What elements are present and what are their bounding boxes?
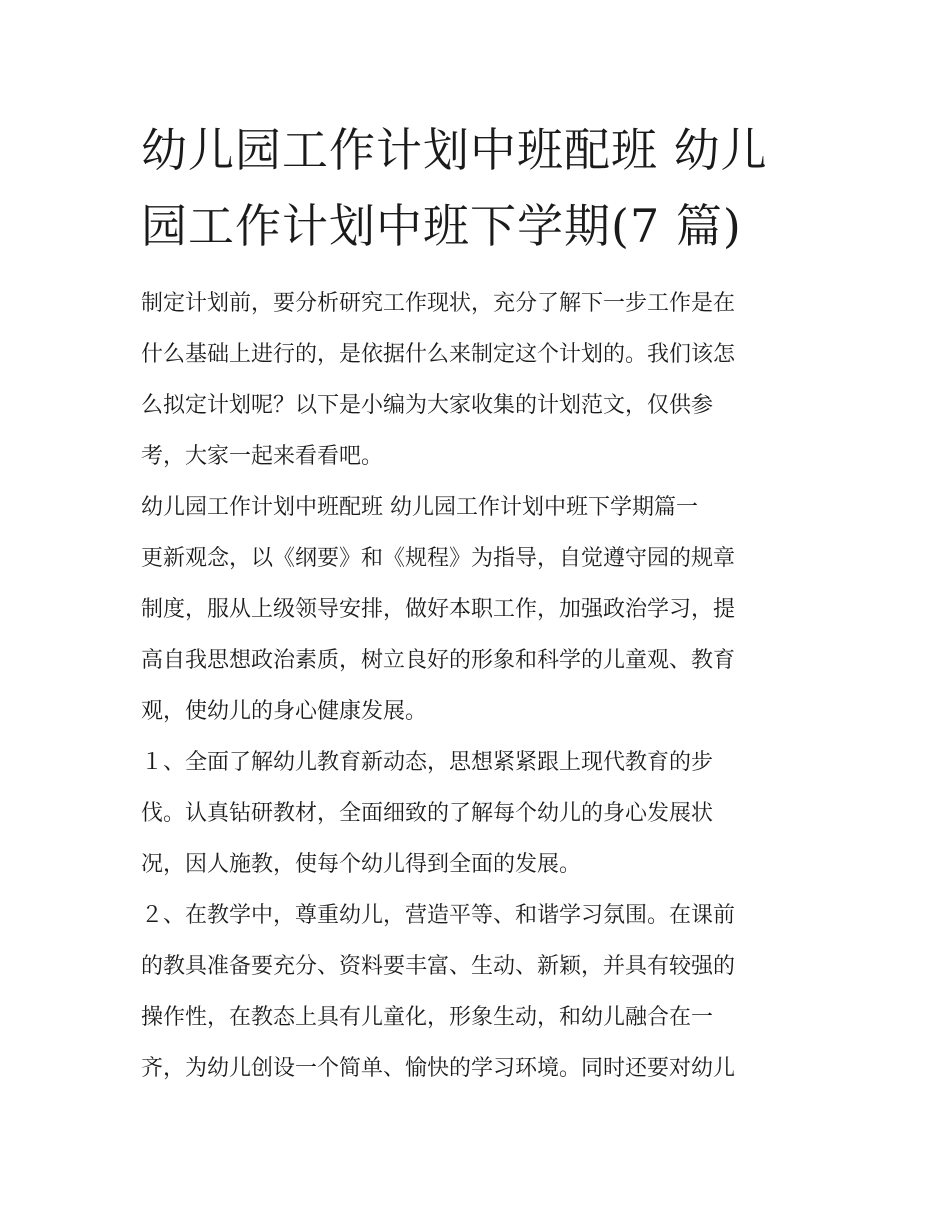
title-line-1: 幼儿园工作计划中班配班 幼儿: [141, 123, 768, 177]
text-line: 制定计划前，要分析研究工作现状，充分了解下一步工作是在: [141, 291, 736, 316]
text-line: 况，因人施教，使每个幼儿得到全面的发展。: [141, 852, 582, 877]
text-line: 观，使幼儿的身心健康发展。: [141, 699, 428, 724]
list-item-1: [141, 737, 813, 890]
text-line: 幼儿园工作计划中班配班 幼儿园工作计划中班下学期篇一: [141, 495, 698, 520]
text-line: ２、在教学中，尊重幼儿，营造平等、和谐学习氛围。在课前: [141, 903, 736, 928]
text-line: 考，大家一起来看看吧。: [141, 444, 384, 469]
text-line: １、全面了解幼儿教育新动态，思想紧紧跟上现代教育的步: [141, 750, 714, 775]
body-paragraph: [141, 533, 813, 737]
section-heading: [141, 482, 813, 533]
text-line: 齐，为幼儿创设一个简单、愉快的学习环境。同时还要对幼儿: [141, 1056, 736, 1081]
text-line: 高自我思想政治素质，树立良好的形象和科学的儿童观、教育: [141, 648, 736, 673]
text-line: 制度，服从上级领导安排，做好本职工作，加强政治学习，提: [141, 597, 736, 622]
document-page: [141, 112, 813, 1094]
text-line: 更新观念，以《纲要》和《规程》为指导，自觉遵守园的规章: [141, 546, 736, 571]
text-line: 的教具准备要充分、资料要丰富、生动、新颖，并具有较强的: [141, 954, 736, 979]
list-item-2: [141, 890, 813, 1094]
title-line-2: 园工作计划中班下学期(7 篇): [141, 199, 742, 253]
text-line: 伐。认真钻研教材，全面细致的了解每个幼儿的身心发展状: [141, 801, 714, 826]
text-line: 什么基础上进行的，是依据什么来制定这个计划的。我们该怎: [141, 342, 736, 367]
text-line: 操作性，在教态上具有儿童化，形象生动，和幼儿融合在一: [141, 1005, 714, 1030]
intro-paragraph: [141, 278, 813, 482]
text-line: 么拟定计划呢？以下是小编为大家收集的计划范文，仅供参: [141, 393, 714, 418]
document-title: [141, 112, 813, 264]
